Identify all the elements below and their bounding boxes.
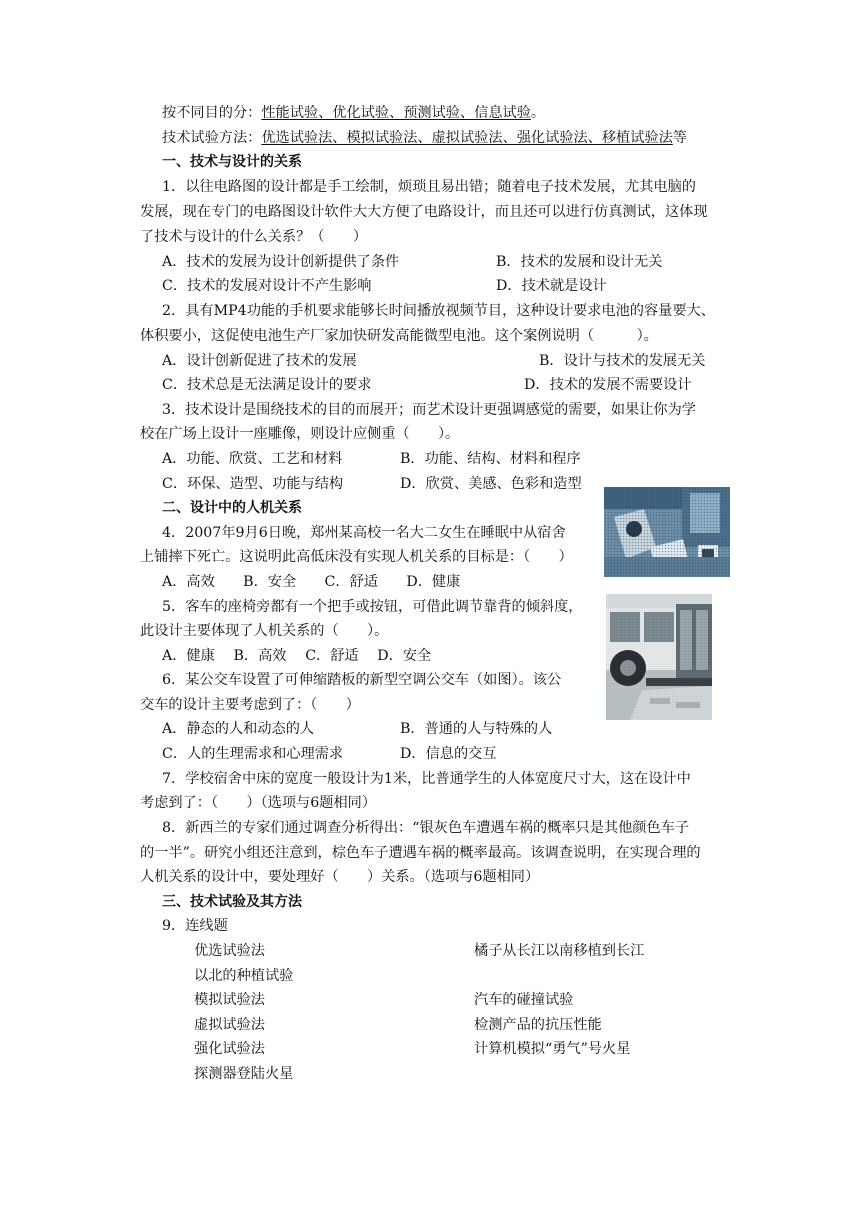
q9-left-item: 模拟试验法 (194, 992, 265, 1008)
q1-line1: 1．以往电路图的设计都是手工绘制，烦琐且易出错；随着电子技术发展，尤其电脑的 (162, 179, 696, 195)
purpose-end: 。 (530, 105, 546, 121)
q9-title: 9．连线题 (162, 918, 228, 934)
section1-heading: 一、技术与设计的关系 (162, 154, 302, 170)
q3-option-d: D．欣赏、美感、色彩和造型 (400, 476, 582, 492)
q8-line3: 人机关系的设计中，要处理好（ ）关系。（选项与6题相同） (140, 869, 540, 885)
q3-option-a: A．功能、欣赏、工艺和材料 (162, 451, 343, 467)
q9-left-item: 优选试验法 (194, 943, 265, 959)
q9-right-item: 橘子从长江以南移植到长江 (474, 943, 645, 959)
q5-line1: 5．客车的座椅旁都有一个把手或按钮，可借此调节靠背的倾斜度， (162, 599, 583, 615)
q5-line2: 此设计主要体现了人机关系的（ ）。 (140, 623, 389, 639)
dormitory-accident-photo (604, 487, 730, 577)
q2-line2: 体积要小，这促使电池生产厂家加快研发高能微型电池。这个案例说明（ ）。 (140, 328, 658, 344)
q3-option-c: C．环保、造型、功能与结构 (162, 476, 344, 492)
q6-option-b: B．普通的人与特殊的人 (400, 721, 553, 737)
q1-option-b: B．技术的发展和设计无关 (496, 254, 663, 270)
q1-line3: 了技术与设计的什么关系？（ ） (140, 229, 368, 245)
q6-option-a: A．静态的人和动态的人 (162, 721, 315, 737)
section2-heading: 二、设计中的人机关系 (162, 500, 302, 516)
q9-left-item: 强化试验法 (194, 1041, 265, 1057)
purpose-label: 按不同目的分： (162, 105, 262, 121)
q1-option-d: D．技术就是设计 (496, 278, 607, 294)
q6-line2: 交车的设计主要考虑到了：（ ） (140, 697, 360, 713)
q8-line1: 8．新西兰的专家们通过调查分析得出：“银灰色车遭遇车祸的概率只是其他颜色车子 (162, 820, 690, 836)
q4-line1: 4．2007年9月6日晚，郑州某高校一名大二女生在睡眠中从宿舍 (162, 525, 566, 541)
q2-option-c: C．技术总是无法满足设计的要求 (162, 377, 372, 393)
section3-heading: 三、技术试验及其方法 (162, 894, 302, 910)
method-label: 技术试验方法： (162, 130, 262, 146)
q6-option-c: C．人的生理需求和心理需求 (162, 746, 344, 762)
q9-wrap-line: 以北的种植试验 (194, 968, 294, 984)
q2-line1: 2．具有MP4功能的手机要求能够长时间播放视频节目，这种设计要求电池的容量要大、 (162, 303, 715, 319)
q1-line2: 发展，现在专门的电路图设计软件大大方便了电路设计，而且还可以进行仿真测试，这体现 (140, 204, 708, 220)
method-value: 优选试验法、模拟试验法、虚拟试验法、强化试验法、移植试验法 (261, 130, 673, 146)
q8-line2: 的一半”。研究小组还注意到，棕色车子遭遇车祸的概率最高。该调查说明，在实现合理的 (140, 845, 701, 861)
q6-line1: 6．某公交车设置了可伸缩踏板的新型空调公交车（如图）。该公 (162, 672, 562, 688)
q9-left-item: 虚拟试验法 (194, 1017, 265, 1033)
q1-option-a: A．技术的发展为设计创新提供了条件 (162, 254, 400, 270)
q6-option-d: D．信息的交互 (400, 746, 497, 762)
purpose-classification (162, 104, 545, 122)
q4-line2: 上铺摔下死亡。这说明此高低床没有实现人机关系的目标是：（ ） (140, 549, 573, 565)
q3-line1: 3．技术设计是围绕技术的目的而展开；而艺术设计更强调感觉的需要，如果让你为学 (162, 402, 696, 418)
test-methods (162, 129, 687, 147)
method-end: 等 (672, 130, 687, 146)
q7-line1: 7．学校宿舍中床的宽度一般设计为1米，比普通学生的人体宽度尺寸大，这在设计中 (162, 771, 691, 787)
purpose-value: 性能试验、优化试验、预测试验、信息试验 (261, 105, 531, 121)
q9-right-item: 检测产品的抗压性能 (474, 1017, 602, 1033)
q9-right-item: 计算机模拟“勇气”号火星 (474, 1041, 631, 1057)
q9-right-item: 汽车的碰撞试验 (474, 992, 574, 1008)
q1-option-c: C．技术的发展对设计不产生影响 (162, 278, 372, 294)
q4-options: A．高效 B．安全 C．舒适 D．健康 (162, 574, 461, 590)
q5-options: A．健康 B．高效 C．舒适 D．安全 (162, 648, 432, 664)
q7-line2: 考虑到了：（ ）（选项与6题相同） (140, 795, 377, 811)
q3-line2: 校在广场上设计一座雕像，则设计应侧重（ ）。 (140, 426, 460, 442)
q2-option-b: B．设计与技术的发展无关 (539, 353, 706, 369)
q9-wrap-line: 探测器登陆火星 (194, 1066, 294, 1082)
bus-step-photo (606, 594, 712, 720)
q2-option-d: D．技术的发展不需要设计 (524, 377, 692, 393)
q3-option-b: B．功能、结构、材料和程序 (400, 451, 581, 467)
q2-option-a: A．设计创新促进了技术的发展 (162, 353, 357, 369)
